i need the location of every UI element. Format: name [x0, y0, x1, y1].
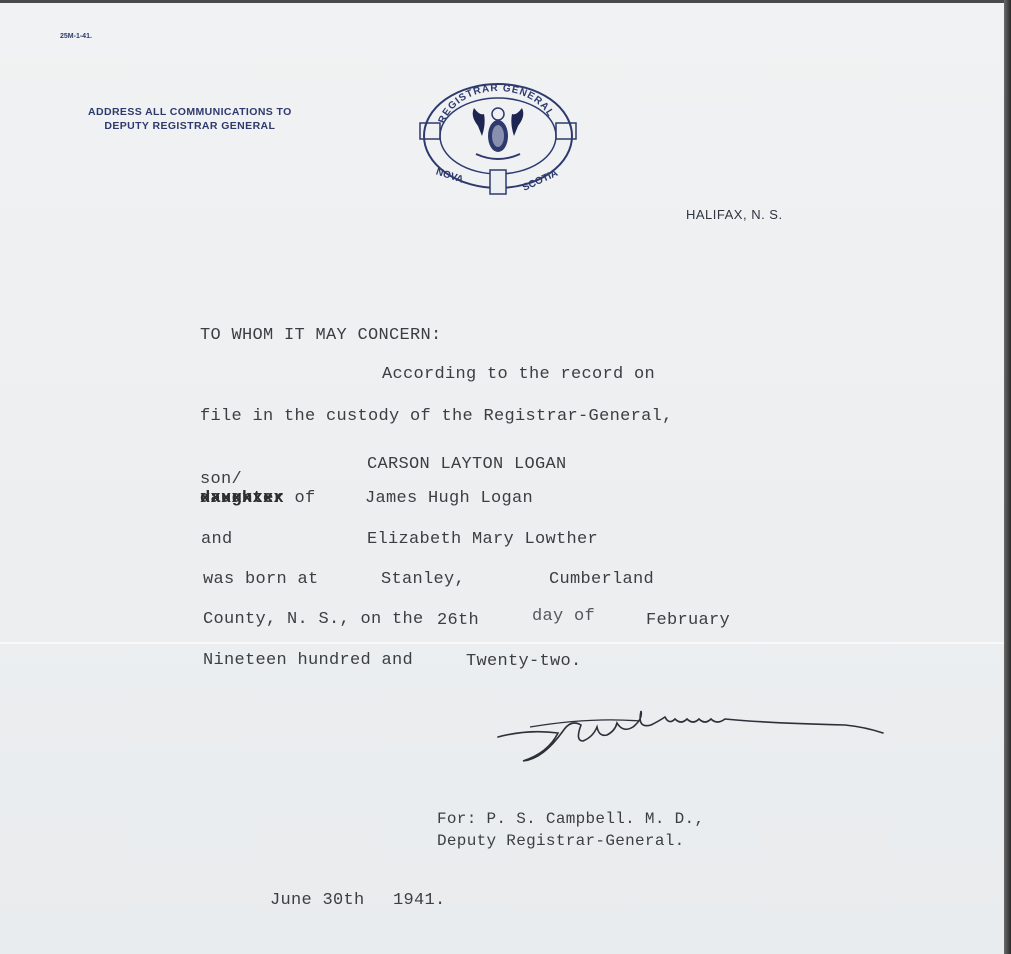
letter-date — [270, 891, 446, 910]
birth-year-words: Twenty-two. — [466, 652, 582, 671]
form-code: 25M-1-41. — [60, 33, 92, 40]
intro-line-2: file in the custody of the Registrar-General, — [200, 407, 673, 426]
location: HALIFAX, N. S. — [686, 207, 783, 222]
struck-daughter: daughter xxxxxxxx — [200, 489, 284, 508]
day-of-label: day of — [532, 607, 596, 626]
birth-month: February — [646, 611, 731, 630]
letterhead-address — [88, 105, 292, 133]
salutation: TO WHOM IT MAY CONCERN: — [200, 326, 442, 345]
date-month-day: June 30th — [270, 891, 365, 910]
and-label: and — [201, 530, 233, 549]
father-name: James Hugh Logan — [365, 489, 534, 508]
daughter-of-label — [200, 489, 316, 508]
address-line-2: DEPUTY REGISTRAR GENERAL — [104, 120, 276, 132]
date-year: 1941. — [393, 891, 446, 910]
scan-top-edge — [0, 0, 1011, 3]
svg-text:REGISTRAR GENERAL: REGISTRAR GENERAL — [436, 82, 557, 126]
signatory-title: Deputy Registrar-General. — [437, 832, 685, 850]
svg-text:SCOTIA: SCOTIA — [520, 167, 560, 194]
born-at-label: was born at — [203, 570, 319, 589]
address-line-1: ADDRESS ALL COMMUNICATIONS TO — [88, 106, 292, 118]
year-prefix: Nineteen hundred and — [203, 651, 414, 670]
registrar-seal-logo — [418, 78, 578, 198]
paper-fold — [0, 642, 1004, 644]
child-name: CARSON LAYTON LOGAN — [367, 455, 567, 474]
intro-line-1: According to the record on — [382, 365, 656, 384]
svg-text:NOVA: NOVA — [434, 166, 465, 186]
son-label: son/ — [200, 470, 243, 489]
handwritten-signature — [490, 705, 950, 770]
birth-place: Stanley, — [381, 570, 466, 589]
birth-county: Cumberland — [549, 570, 655, 589]
mother-name: Elizabeth Mary Lowther — [367, 530, 599, 549]
birth-day: 26th — [437, 611, 480, 630]
for-signatory: For: P. S. Campbell. M. D., — [437, 810, 705, 828]
of-label: of — [294, 489, 316, 508]
county-line-prefix: County, N. S., on the — [203, 610, 424, 629]
scan-right-edge — [1004, 0, 1011, 954]
